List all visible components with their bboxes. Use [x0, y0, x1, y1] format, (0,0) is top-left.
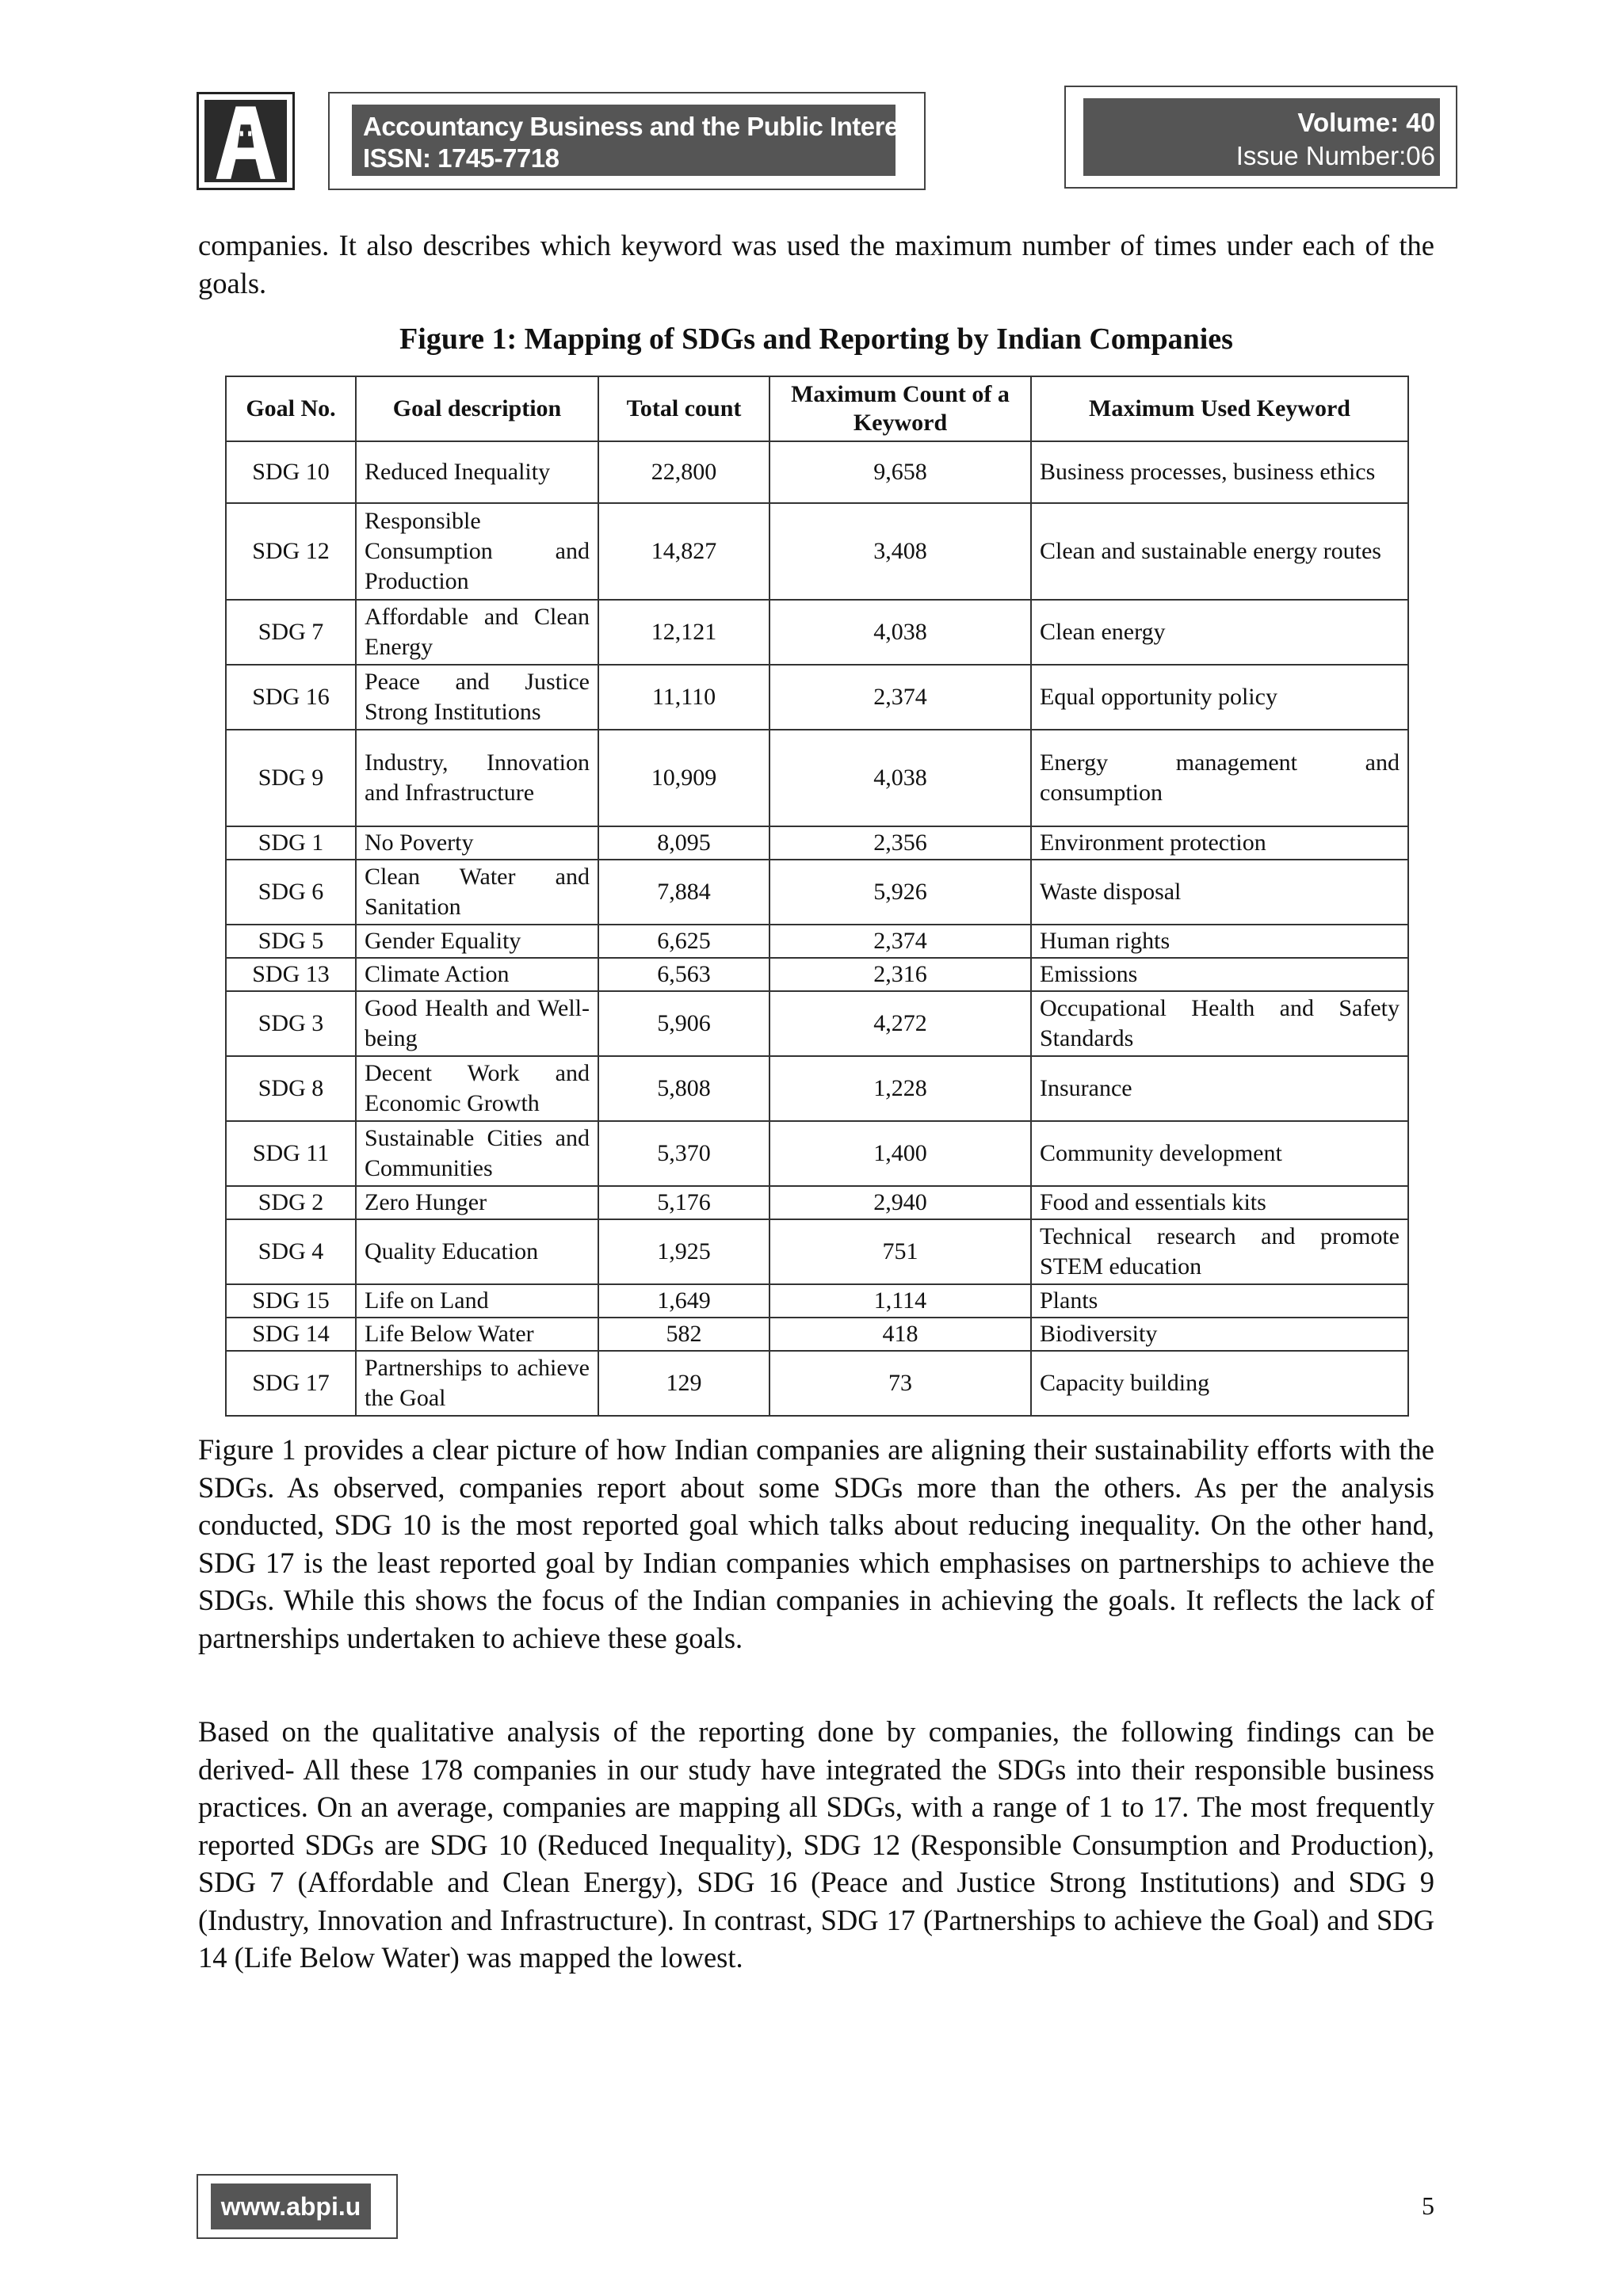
table-row: [226, 1284, 1408, 1318]
goal-cell: SDG 3: [226, 991, 356, 1056]
max-count-cell: 2,940: [769, 1186, 1031, 1219]
keyword-cell: Energy management and consumption: [1031, 730, 1408, 826]
keyword-cell: Waste disposal: [1031, 860, 1408, 925]
volume-bar: [1083, 98, 1440, 176]
total-count-cell: 1,925: [598, 1219, 769, 1284]
goal-cell: SDG 12: [226, 503, 356, 600]
goal-cell: SDG 13: [226, 958, 356, 991]
max-count-cell: 4,038: [769, 730, 1031, 826]
keyword-cell: Capacity building: [1031, 1351, 1408, 1416]
table-row: [226, 958, 1408, 991]
max-count-cell: 1,228: [769, 1056, 1031, 1121]
goal-cell: SDG 1: [226, 826, 356, 860]
max-count-cell: 2,316: [769, 958, 1031, 991]
table-header-row: [226, 376, 1408, 441]
journal-title: Accountancy Business and the Public Interest: [363, 112, 922, 141]
table-row: [226, 1186, 1408, 1219]
max-count-cell: 1,400: [769, 1121, 1031, 1186]
keyword-cell: Biodiversity: [1031, 1318, 1408, 1351]
header-max-count: Maximum Count of a Keyword: [769, 376, 1031, 441]
keyword-cell: Plants: [1031, 1284, 1408, 1318]
intro-paragraph: companies. It also describes which keyword was used the maximum number of times under each of the goals.: [198, 229, 1434, 299]
total-count-cell: 6,563: [598, 958, 769, 991]
goal-cell: SDG 8: [226, 1056, 356, 1121]
journal-issn: ISSN: 1745-7718: [363, 143, 559, 173]
keyword-cell: Technical research and promote STEM education: [1031, 1219, 1408, 1284]
logo-building-icon: [204, 100, 287, 182]
website-box: [197, 2174, 398, 2239]
description-cell: Industry, Innovation and Infrastructure: [356, 730, 598, 826]
keyword-cell: Clean and sustainable energy routes: [1031, 503, 1408, 600]
page-number: 5: [1422, 2191, 1434, 2220]
goal-cell: SDG 16: [226, 665, 356, 730]
header-goal-no: Goal No.: [226, 376, 356, 441]
keyword-cell: Insurance: [1031, 1056, 1408, 1121]
total-count-cell: 8,095: [598, 826, 769, 860]
max-count-cell: 2,374: [769, 665, 1031, 730]
figure-title: Figure 1: Mapping of SDGs and Reporting by Indian Companies: [399, 322, 1233, 356]
total-count-cell: 1,649: [598, 1284, 769, 1318]
volume-label: Volume: 40: [1297, 108, 1435, 137]
findings-paragraph: Based on the qualitative analysis of the reporting done by companies, the following findings can be derived- All these 178 companies in our study have integrated the SDGs into their responsible business practices. On an average, companies are mapping all SDGs, with a range of 1 to 17. The most frequently reported SDGs are SDG 10 (Reduced Inequality), SDG 12 (Responsible Consumption and Production), SDG 7 (Affordable and Clean Energy), SDG 16 (Peace and Justice Strong Institutions) and SDG 9 (Industry, Innovation and Infrastructure). In contrast, SDG 17 (Partnerships to achieve the Goal) and SDG 14 (Life Below Water) was mapped the lowest.: [198, 1715, 1434, 1974]
issue-label: Issue Number:06: [1235, 141, 1435, 170]
max-count-cell: 3,408: [769, 503, 1031, 600]
keyword-cell: Community development: [1031, 1121, 1408, 1186]
table-row: [226, 860, 1408, 925]
table-row: [226, 1121, 1408, 1186]
keyword-cell: Equal opportunity policy: [1031, 665, 1408, 730]
table-row: [226, 1351, 1408, 1416]
header-goal-description: Goal description: [356, 376, 598, 441]
max-count-cell: 9,658: [769, 441, 1031, 503]
table-row: [226, 600, 1408, 665]
total-count-cell: 5,176: [598, 1186, 769, 1219]
table-row: [226, 1056, 1408, 1121]
goal-cell: SDG 10: [226, 441, 356, 503]
description-cell: Life on Land: [356, 1284, 598, 1318]
description-cell: Decent Work and Economic Growth: [356, 1056, 598, 1121]
description-cell: Partnerships to achieve the Goal: [356, 1351, 598, 1416]
total-count-cell: 129: [598, 1351, 769, 1416]
header-max-keyword: Maximum Used Keyword: [1031, 376, 1408, 441]
journal-logo: [197, 92, 295, 190]
table-row: [226, 441, 1408, 503]
goal-cell: SDG 17: [226, 1351, 356, 1416]
keyword-cell: Food and essentials kits: [1031, 1186, 1408, 1219]
description-cell: Good Health and Well-being: [356, 991, 598, 1056]
goal-cell: SDG 4: [226, 1219, 356, 1284]
goal-cell: SDG 6: [226, 860, 356, 925]
total-count-cell: 12,121: [598, 600, 769, 665]
total-count-cell: 582: [598, 1318, 769, 1351]
total-count-cell: 5,906: [598, 991, 769, 1056]
description-cell: Gender Equality: [356, 925, 598, 958]
volume-box: [1064, 86, 1457, 189]
table-row: [226, 1219, 1408, 1284]
max-count-cell: 2,356: [769, 826, 1031, 860]
description-cell: Sustainable Cities and Communities: [356, 1121, 598, 1186]
total-count-cell: 14,827: [598, 503, 769, 600]
max-count-cell: 1,114: [769, 1284, 1031, 1318]
goal-cell: SDG 9: [226, 730, 356, 826]
goal-cell: SDG 2: [226, 1186, 356, 1219]
keyword-cell: Environment protection: [1031, 826, 1408, 860]
description-cell: Climate Action: [356, 958, 598, 991]
description-cell: Zero Hunger: [356, 1186, 598, 1219]
website-link[interactable]: www.abpi.u: [211, 2183, 371, 2229]
table-row: [226, 826, 1408, 860]
description-cell: Affordable and Clean Energy: [356, 600, 598, 665]
keyword-cell: Human rights: [1031, 925, 1408, 958]
table-row: [226, 1318, 1408, 1351]
journal-title-bar: [352, 105, 922, 176]
max-count-cell: 751: [769, 1219, 1031, 1284]
description-cell: No Poverty: [356, 826, 598, 860]
table-row: [226, 991, 1408, 1056]
total-count-cell: 22,800: [598, 441, 769, 503]
journal-title-box: [328, 92, 926, 190]
max-count-cell: 5,926: [769, 860, 1031, 925]
table-body: [226, 441, 1408, 1416]
total-count-cell: 10,909: [598, 730, 769, 826]
keyword-cell: Occupational Health and Safety Standards: [1031, 991, 1408, 1056]
total-count-cell: 5,808: [598, 1056, 769, 1121]
goal-cell: SDG 7: [226, 600, 356, 665]
description-cell: Peace and Justice Strong Institutions: [356, 665, 598, 730]
description-cell: Responsible Consumption and Production: [356, 503, 598, 600]
goal-cell: SDG 15: [226, 1284, 356, 1318]
max-count-cell: 2,374: [769, 925, 1031, 958]
table-row: [226, 730, 1408, 826]
keyword-cell: Clean energy: [1031, 600, 1408, 665]
max-count-cell: 4,272: [769, 991, 1031, 1056]
description-cell: Life Below Water: [356, 1318, 598, 1351]
goal-cell: SDG 5: [226, 925, 356, 958]
goal-cell: SDG 11: [226, 1121, 356, 1186]
total-count-cell: 6,625: [598, 925, 769, 958]
sdg-table: [225, 376, 1409, 1417]
table-row: [226, 665, 1408, 730]
header-total-count: Total count: [598, 376, 769, 441]
keyword-cell: Emissions: [1031, 958, 1408, 991]
total-count-cell: 7,884: [598, 860, 769, 925]
table-row: [226, 503, 1408, 600]
goal-cell: SDG 14: [226, 1318, 356, 1351]
total-count-cell: 5,370: [598, 1121, 769, 1186]
total-count-cell: 11,110: [598, 665, 769, 730]
description-cell: Reduced Inequality: [356, 441, 598, 503]
keyword-cell: Business processes, business ethics: [1031, 441, 1408, 503]
description-cell: Quality Education: [356, 1219, 598, 1284]
max-count-cell: 418: [769, 1318, 1031, 1351]
analysis-paragraph: Figure 1 provides a clear picture of how Indian companies are aligning their sustainability efforts with the SDGs. As observed, companies report about some SDGs more than the others. As per the analysis conducted, SDG 10 is the most reported goal which talks about reducing inequality. On the other hand, SDG 17 is the least reported goal by Indian companies which emphasises on partnerships to achieve the SDGs. While this shows the focus of the Indian companies in achieving the goals. It reflects the lack of partnerships undertaken to achieve these goals.: [198, 1433, 1434, 1654]
table-row: [226, 925, 1408, 958]
description-cell: Clean Water and Sanitation: [356, 860, 598, 925]
max-count-cell: 73: [769, 1351, 1031, 1416]
max-count-cell: 4,038: [769, 600, 1031, 665]
